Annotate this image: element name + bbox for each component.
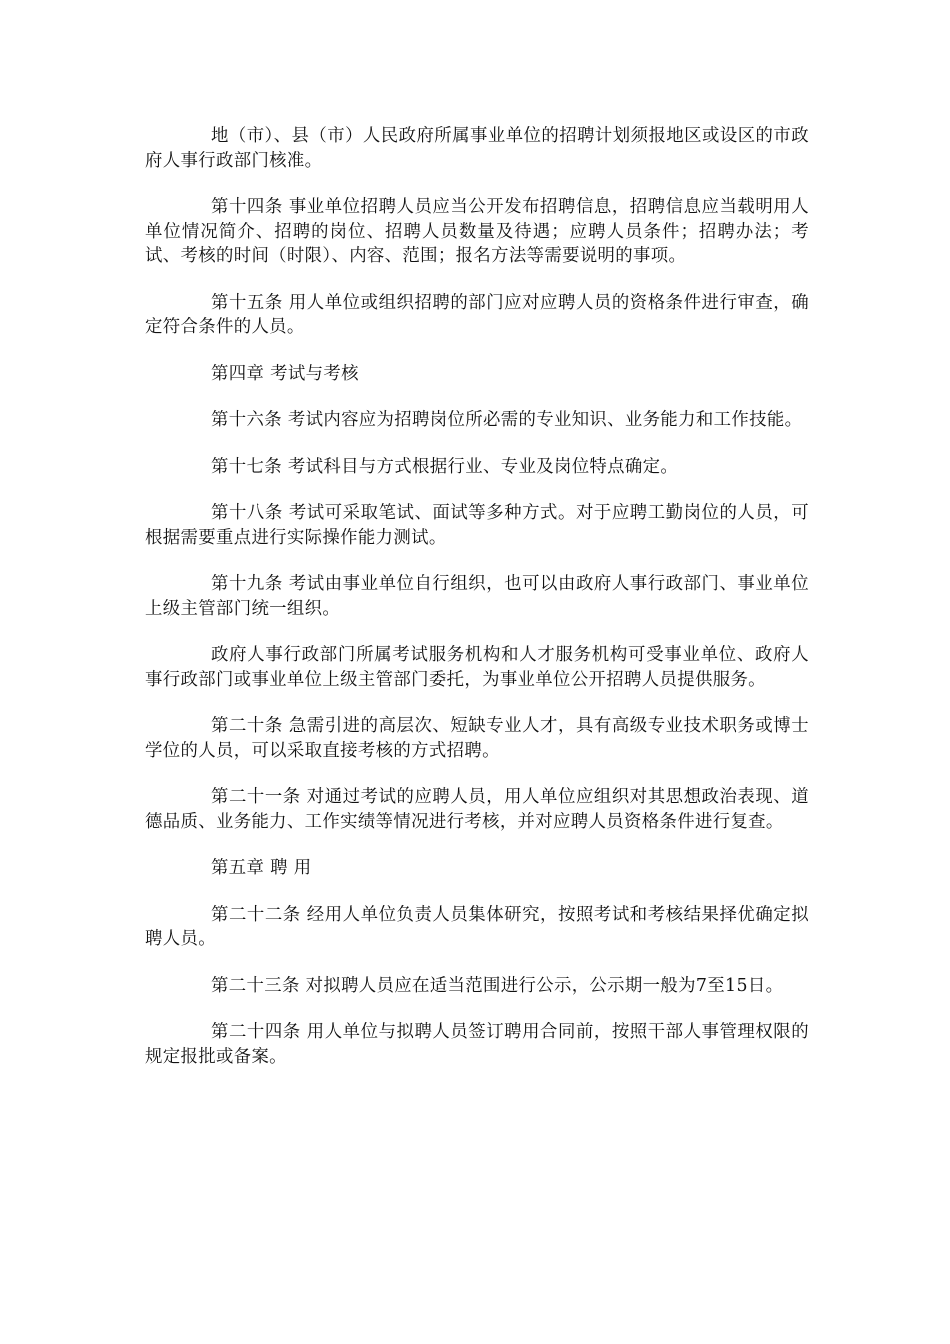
article-18: 第十八条 考试可采取笔试、面试等多种方式。对于应聘工勤岗位的人员，可根据需要重点进行实际操作能力测试。 bbox=[145, 503, 809, 548]
chapter-4-heading: 第四章 考试与考核 bbox=[211, 363, 359, 384]
article-17: 第十七条 考试科目与方式根据行业、专业及岗位特点确定。 bbox=[211, 456, 679, 477]
article-14: 第十四条 事业单位招聘人员应当公开发布招聘信息，招聘信息应当载明用人单位情况简介、招聘的岗位、招聘人员数量及待遇；应聘人员条件；招聘办法；考试、考核的时间（时限）、内容、范围；报名方法等需要说明的事项。 bbox=[145, 197, 809, 266]
paragraph-exam-services: 政府人事行政部门所属考试服务机构和人才服务机构可受事业单位、政府人事行政部门或事业单位上级主管部门委托，为事业单位公开招聘人员提供服务。 bbox=[145, 645, 809, 690]
article-20: 第二十条 急需引进的高层次、短缺专业人才，具有高级专业技术职务或博士学位的人员，可以采取直接考核的方式招聘。 bbox=[145, 716, 809, 761]
article-19: 第十九条 考试由事业单位自行组织，也可以由政府人事行政部门、事业单位上级主管部门统一组织。 bbox=[145, 574, 809, 619]
article-24: 第二十四条 用人单位与拟聘人员签订聘用合同前，按照干部人事管理权限的规定报批或备案。 bbox=[145, 1022, 809, 1067]
article-15: 第十五条 用人单位或组织招聘的部门应对应聘人员的资格条件进行审查，确定符合条件的人员。 bbox=[145, 292, 809, 337]
article-21: 第二十一条 对通过考试的应聘人员，用人单位应组织对其思想政治表现、道德品质、业务能力、工作实绩等情况进行考核，并对应聘人员资格条件进行复查。 bbox=[145, 787, 809, 832]
document-page bbox=[145, 124, 809, 1091]
paragraph-approval: 地（市）、县（市）人民政府所属事业单位的招聘计划须报地区或设区的市政府人事行政部门核准。 bbox=[145, 126, 809, 171]
article-23: 第二十三条 对拟聘人员应在适当范围进行公示，公示期一般为7至15日。 bbox=[211, 975, 784, 996]
article-16: 第十六条 考试内容应为招聘岗位所必需的专业知识、业务能力和工作技能。 bbox=[211, 410, 803, 430]
chapter-5-heading: 第五章 聘 用 bbox=[211, 858, 312, 878]
article-22: 第二十二条 经用人单位负责人员集体研究，按照考试和考核结果择优确定拟聘人员。 bbox=[145, 904, 809, 949]
